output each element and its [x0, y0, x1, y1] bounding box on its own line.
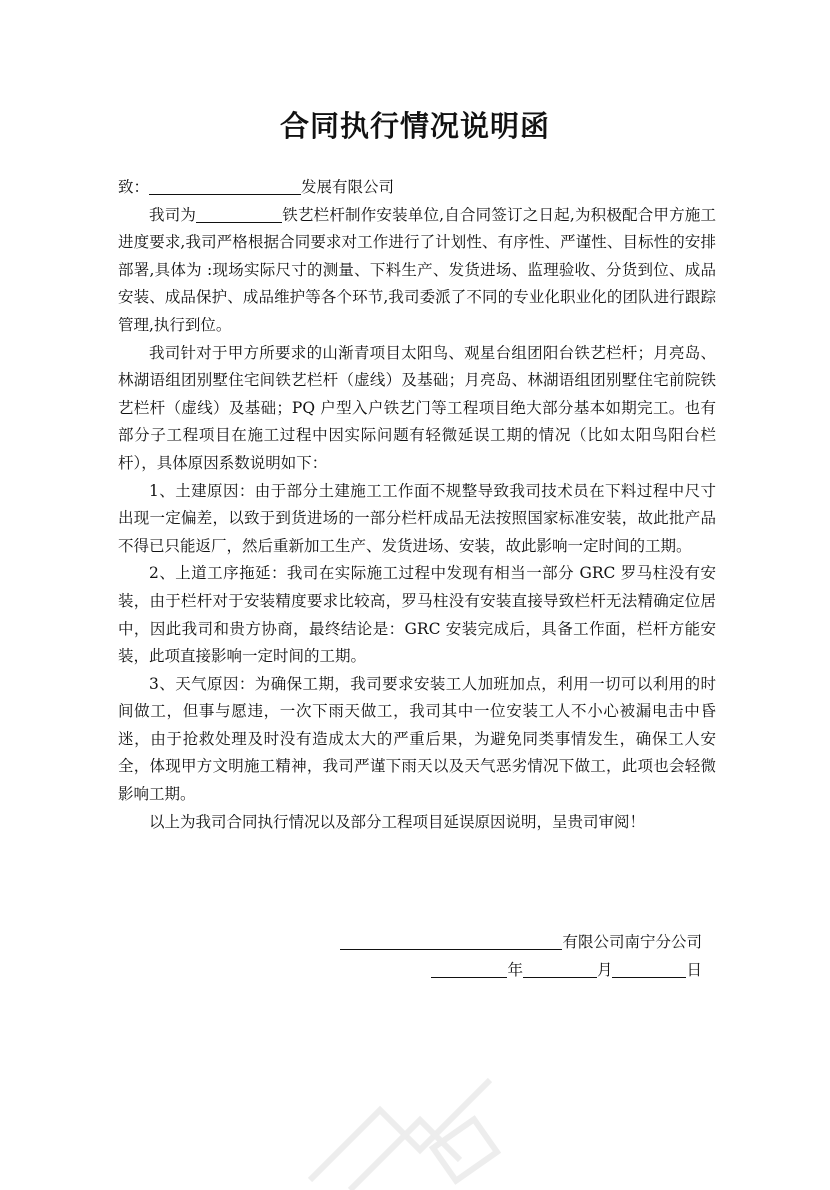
salutation-prefix: 致：	[118, 178, 150, 196]
paragraph-1	[118, 202, 716, 340]
paragraph-1-start: 我司为	[149, 205, 197, 224]
signature-company-suffix: 有限公司南宁分公司	[562, 933, 702, 951]
signature-company-blank	[340, 931, 562, 950]
watermark-graphic	[290, 1070, 530, 1190]
document-body	[118, 174, 716, 836]
year-label: 年	[507, 961, 523, 979]
paragraph-4: 2、上道工序拖延：我司在实际施工过程中发现有相当一部分 GRC 罗马柱没有安装，由于栏杆对于安装精度要求比较高，罗马柱没有安装直接导致栏杆无法精确定位居中，因此我司和贵方协商，最终结论是：GRC 安装完成后，具备工作面，栏杆方能安装，此项直接影响一定时间的工期。	[118, 564, 716, 666]
paragraph-2: 我司针对于甲方所要求的山渐青项目太阳鸟、观星台组团阳台铁艺栏杆；月亮岛、林湖语组团别墅住宅间铁艺栏杆（虚线）及基础；月亮岛、林湖语组团别墅住宅前院铁艺栏杆（虚线）及基础；PQ 户型入户铁艺门等工程项目绝大部分基本如期完工。也有部分子工程项目在施工过程中因实际问题有轻微延误工期的情况（比如太阳鸟阳台栏杆），具体原因系数说明如下：	[118, 343, 716, 472]
signature-block	[320, 928, 720, 984]
paragraph-5: 3、天气原因：为确保工期，我司要求安装工人加班加点，利用一切可以利用的时间做工，但事与愿违，一次下雨天做工，我司其中一位安装工人不小心被漏电击中昏迷，由于抢救处理及时没有造成太大的严重后果，为避免同类事情发生，确保工人安全，体现甲方文明施工精神，我司严谨下雨天以及天气恶劣情况下做工，此项也会轻微影响工期。	[118, 674, 716, 804]
document-title: 合同执行情况说明函	[279, 109, 550, 143]
year-blank	[431, 959, 507, 978]
month-blank	[523, 959, 597, 978]
company-blank	[196, 204, 282, 223]
signature-date-line	[320, 956, 720, 984]
salutation-suffix: 发展有限公司	[301, 178, 395, 196]
salutation-line	[118, 174, 716, 202]
month-label: 月	[596, 961, 613, 979]
signature-company-line	[320, 928, 720, 956]
recipient-blank	[149, 176, 301, 195]
day-blank	[612, 959, 686, 978]
paragraph-3: 1、土建原因：由于部分土建施工工作面不规整导致我司技术员在下料过程中尺寸出现一定偏差，以致于到货进场的一部分栏杆成品无法按照国家标准安装，故此批产品不得已只能返厂，然后重新加工生产、发货进场、安装，故此影响一定时间的工期。	[118, 481, 716, 555]
paragraph-6: 以上为我司合同执行情况以及部分工程项目延误原因说明，呈贵司审阅！	[149, 812, 646, 831]
paragraph-1-rest: 铁艺栏杆制作安装单位,自合同签订之日起,为积极配合甲方施工进度要求,我司严格根据合同要求对工作进行了计划性、有序性、严谨性、目标性的安排部署,具体为 :现场实际尺寸的测量、下料生产、发货进场、监理验收、分货到位、成品安装、成品保护、成品维护等各个环节,我司委派了不同的专业化职业化的团队进行跟踪管理,执行到位。	[118, 205, 716, 334]
day-label: 日	[686, 961, 702, 979]
